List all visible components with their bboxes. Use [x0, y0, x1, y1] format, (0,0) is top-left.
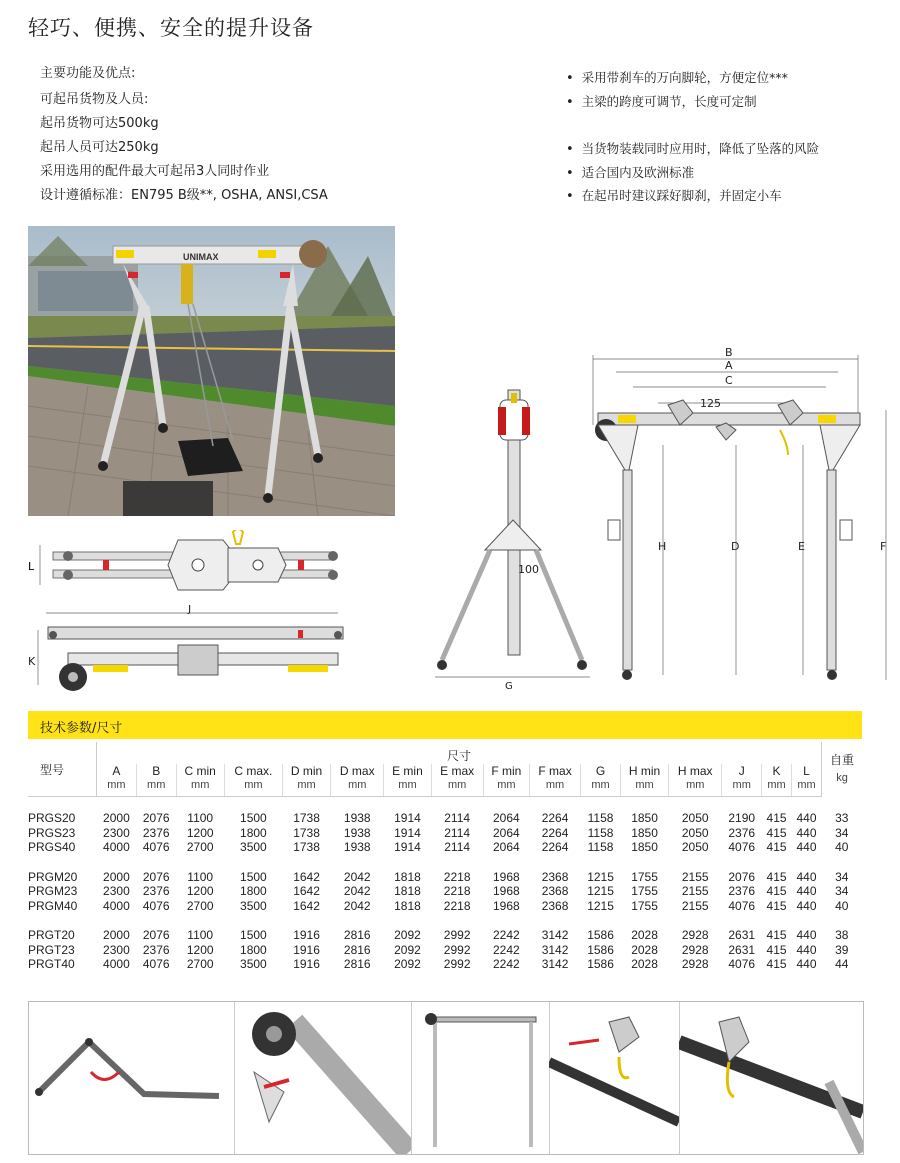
- value-cell: 1914: [394, 811, 421, 826]
- column-name: H min: [628, 764, 661, 778]
- value-cell: 4076: [142, 957, 170, 972]
- feature-line: 可起吊货物及人员:: [40, 92, 149, 107]
- value-cell: 1158: [587, 825, 614, 840]
- column-header: [224, 764, 282, 797]
- value-cell: 2218: [443, 869, 471, 884]
- value-cell: 1215: [587, 898, 614, 913]
- feature-bullet: • 主梁的跨度可调节，长度可定制: [566, 92, 757, 110]
- column-name: A: [112, 764, 121, 778]
- table-row: [28, 943, 862, 958]
- value-cell: 1642: [293, 869, 320, 884]
- step-trolley-mounted-diagram: [679, 1002, 863, 1154]
- value-cell: 1200: [186, 942, 214, 957]
- value-cell: 2042: [343, 884, 371, 899]
- value-cell: 1938: [343, 811, 371, 826]
- value-cell: 1586: [587, 928, 614, 943]
- value-cell: 2028: [631, 928, 658, 943]
- column-header: [431, 764, 483, 797]
- model-header: 型号: [28, 742, 97, 797]
- value-cell: 1818: [394, 869, 421, 884]
- step-trolley-insert-diagram: [549, 1002, 679, 1154]
- value-cell: 4076: [142, 840, 170, 855]
- column-name: H max: [677, 764, 713, 778]
- value-cell: 440: [796, 811, 817, 826]
- value-cell: 1586: [587, 942, 614, 957]
- value-cell: 2028: [631, 957, 658, 972]
- value-cell: 1642: [293, 898, 320, 913]
- value-cell: 34: [835, 884, 849, 899]
- value-cell: 2700: [186, 898, 214, 913]
- column-header: [791, 764, 821, 797]
- dim-label-D: D: [731, 540, 740, 553]
- column-unit: mm: [348, 779, 367, 791]
- value-cell: 440: [796, 884, 817, 899]
- column-header: [669, 764, 722, 797]
- column-name: D max: [339, 764, 375, 778]
- value-cell: 1916: [293, 957, 320, 972]
- model-cell: PRGS20: [28, 811, 76, 826]
- value-cell: 1158: [587, 840, 614, 855]
- value-cell: 3500: [240, 898, 267, 913]
- column-header: [620, 764, 668, 797]
- spec-section-band: [28, 711, 862, 739]
- value-cell: 2242: [493, 957, 520, 972]
- feature-bullet: • 适合国内及欧洲标准: [566, 163, 694, 181]
- value-cell: 1968: [493, 898, 520, 913]
- value-cell: 2631: [728, 928, 756, 943]
- dim-label-E: E: [798, 540, 805, 553]
- value-cell: 3142: [541, 928, 569, 943]
- value-cell: 2042: [343, 898, 371, 913]
- dim-label-K: K: [28, 655, 36, 668]
- column-header: [97, 764, 137, 797]
- value-cell: 440: [796, 928, 817, 943]
- model-cell: PRGM40: [28, 898, 78, 913]
- value-cell: 1968: [493, 884, 520, 899]
- model-cell: PRGM23: [28, 884, 78, 899]
- value-cell: 415: [766, 825, 787, 840]
- value-cell: 2114: [444, 840, 471, 855]
- column-name: F min: [491, 764, 522, 778]
- value-cell: 2631: [728, 942, 756, 957]
- step-panel: [411, 1002, 550, 1154]
- value-cell: 4000: [103, 957, 130, 972]
- value-cell: 2368: [541, 884, 569, 899]
- value-cell: 440: [796, 869, 817, 884]
- value-cell: 1500: [240, 869, 267, 884]
- value-cell: 1850: [631, 840, 658, 855]
- value-cell: 1755: [631, 869, 658, 884]
- column-name: E min: [392, 764, 423, 778]
- value-cell: 2376: [728, 884, 756, 899]
- column-header: [282, 764, 330, 797]
- value-cell: 2928: [681, 928, 709, 943]
- value-cell: 1200: [186, 884, 214, 899]
- value-cell: 415: [766, 869, 787, 884]
- feature-line: 起吊人员可达250kg: [40, 140, 159, 155]
- value-cell: 2992: [443, 928, 471, 943]
- value-cell: 1215: [587, 869, 614, 884]
- value-cell: 1800: [240, 825, 267, 840]
- value-cell: 2928: [681, 942, 709, 957]
- value-cell: 2076: [728, 869, 756, 884]
- column-name: F max: [538, 764, 572, 778]
- value-cell: 2264: [541, 840, 569, 855]
- column-unit: mm: [635, 779, 654, 791]
- value-cell: 2992: [443, 957, 471, 972]
- value-cell: 415: [766, 898, 787, 913]
- column-unit: mm: [797, 779, 816, 791]
- value-cell: 415: [766, 811, 787, 826]
- value-cell: 440: [796, 840, 817, 855]
- value-cell: 2816: [343, 957, 371, 972]
- value-cell: 2064: [493, 825, 520, 840]
- folded-top-view-diagram: [28, 530, 358, 600]
- column-name: G: [595, 764, 606, 778]
- table-row: [28, 811, 862, 826]
- feature-line: 采用选用的配件最大可起吊3人同时作业: [40, 164, 270, 179]
- step-panel: [549, 1002, 680, 1154]
- value-cell: 1914: [394, 825, 421, 840]
- value-cell: 2218: [443, 898, 471, 913]
- value-cell: 415: [766, 840, 787, 855]
- model-cell: PRGT23: [28, 942, 75, 957]
- column-unit: mm: [398, 779, 417, 791]
- table-row: [28, 870, 862, 885]
- value-cell: 2300: [103, 825, 130, 840]
- value-cell: 2042: [343, 869, 371, 884]
- value-cell: 2816: [343, 928, 371, 943]
- value-cell: 33: [835, 811, 849, 826]
- value-cell: 2816: [343, 942, 371, 957]
- dim-label-H: H: [658, 540, 667, 553]
- value-cell: 2376: [142, 825, 170, 840]
- value-cell: 415: [766, 957, 787, 972]
- table-row: [28, 826, 862, 841]
- step-panel: [234, 1002, 412, 1154]
- value-cell: 1738: [293, 840, 320, 855]
- model-cell: PRGT20: [28, 928, 75, 943]
- value-cell: 2064: [493, 811, 520, 826]
- value-cell: 2368: [541, 869, 569, 884]
- value-cell: 38: [835, 928, 849, 943]
- value-cell: 1755: [631, 884, 658, 899]
- step-unfold-legs-diagram: [29, 1002, 234, 1154]
- feature-line: 起吊货物可达500kg: [40, 116, 159, 131]
- value-cell: 1850: [631, 811, 658, 826]
- value-cell: 415: [766, 928, 787, 943]
- value-cell: 2076: [142, 869, 170, 884]
- column-header: [581, 764, 621, 797]
- value-cell: 440: [796, 957, 817, 972]
- table-row: [28, 957, 862, 972]
- column-header: [483, 764, 529, 797]
- value-cell: 1818: [394, 884, 421, 899]
- weight-header: [822, 742, 863, 797]
- value-cell: 3500: [240, 957, 267, 972]
- value-cell: 1800: [240, 884, 267, 899]
- model-cell: PRGS23: [28, 825, 76, 840]
- value-cell: 1200: [186, 825, 214, 840]
- value-cell: 440: [796, 825, 817, 840]
- value-cell: 2928: [681, 957, 709, 972]
- column-name: L: [803, 764, 810, 778]
- value-cell: 2092: [394, 957, 421, 972]
- value-cell: 4076: [142, 898, 170, 913]
- value-cell: 2700: [186, 957, 214, 972]
- dim-label-125: 125: [700, 397, 721, 410]
- value-cell: 39: [835, 942, 849, 957]
- feature-bullet: • 当货物装载同时应用时，降低了坠落的风险: [566, 139, 819, 157]
- value-cell: 4000: [103, 898, 130, 913]
- value-cell: 1938: [343, 840, 371, 855]
- value-cell: 4076: [728, 957, 756, 972]
- value-cell: 44: [835, 957, 849, 972]
- value-cell: 2114: [444, 811, 471, 826]
- dim-label-100: 100: [518, 563, 539, 576]
- column-unit: mm: [191, 779, 210, 791]
- column-name: B: [152, 764, 161, 778]
- table-row: [28, 840, 862, 855]
- column-header: [331, 764, 384, 797]
- value-cell: 1100: [187, 928, 214, 943]
- value-cell: 2000: [103, 811, 130, 826]
- value-cell: 1100: [187, 869, 214, 884]
- column-header: [176, 764, 224, 797]
- column-unit: mm: [732, 779, 751, 791]
- value-cell: 2050: [681, 840, 709, 855]
- value-cell: 1215: [587, 884, 614, 899]
- value-cell: 4000: [103, 840, 130, 855]
- value-cell: 3142: [541, 942, 569, 957]
- value-cell: 2050: [681, 811, 709, 826]
- features-heading: 主要功能及优点:: [40, 66, 136, 81]
- value-cell: 3142: [541, 957, 569, 972]
- weight-header-label: 自重: [829, 753, 854, 768]
- column-unit: mm: [686, 779, 705, 791]
- dim-label-A: A: [725, 359, 733, 372]
- value-cell: 2155: [681, 869, 709, 884]
- dim-label-C: C: [725, 374, 733, 387]
- value-cell: 34: [835, 869, 849, 884]
- value-cell: 1916: [293, 928, 320, 943]
- value-cell: 2028: [631, 942, 658, 957]
- value-cell: 1500: [240, 811, 267, 826]
- step-panel: [679, 1002, 863, 1154]
- value-cell: 2155: [681, 898, 709, 913]
- value-cell: 2242: [493, 942, 520, 957]
- value-cell: 3500: [240, 840, 267, 855]
- model-cell: PRGM20: [28, 869, 78, 884]
- column-name: E max: [440, 764, 475, 778]
- column-name: C min: [184, 764, 216, 778]
- value-cell: 4076: [728, 898, 756, 913]
- spec-section-title: 技术参数/尺寸: [40, 721, 123, 736]
- value-cell: 2368: [541, 898, 569, 913]
- value-cell: 1738: [293, 825, 320, 840]
- feature-bullet: • 在起吊时建议踩好脚刹，并固定小车: [566, 186, 782, 204]
- value-cell: 1738: [293, 811, 320, 826]
- value-cell: 1586: [587, 957, 614, 972]
- value-cell: 2114: [444, 825, 471, 840]
- column-unit: mm: [497, 779, 516, 791]
- feature-line: 设计遵循标准：EN795 B级**, OSHA, ANSI,CSA: [40, 188, 328, 203]
- photo-illustration: [28, 226, 395, 516]
- value-cell: 2376: [728, 825, 756, 840]
- column-header: [762, 764, 792, 797]
- column-header: [136, 764, 176, 797]
- value-cell: 1916: [293, 942, 320, 957]
- step-wheel-lock-diagram: [234, 1002, 411, 1154]
- value-cell: 1938: [343, 825, 371, 840]
- value-cell: 1968: [493, 869, 520, 884]
- value-cell: 1818: [394, 898, 421, 913]
- product-photo: [28, 226, 395, 516]
- table-row: [28, 884, 862, 899]
- value-cell: 440: [796, 942, 817, 957]
- column-unit: mm: [591, 779, 610, 791]
- value-cell: 2064: [493, 840, 520, 855]
- dim-label-F: F: [880, 540, 887, 553]
- value-cell: 1850: [631, 825, 658, 840]
- column-header: [384, 764, 431, 797]
- table-row: [28, 928, 862, 943]
- step-panel: [29, 1002, 235, 1154]
- value-cell: 4076: [728, 840, 756, 855]
- dim-label-J: J: [188, 605, 192, 615]
- column-name: J: [738, 764, 745, 778]
- step-assembled-gantry-diagram: [411, 1002, 549, 1154]
- value-cell: 2000: [103, 928, 130, 943]
- model-cell: PRGS40: [28, 840, 76, 855]
- value-cell: 1914: [394, 840, 421, 855]
- dims-header: 尺寸: [446, 749, 471, 763]
- dim-label-B: B: [725, 346, 733, 359]
- value-cell: 1158: [587, 811, 614, 826]
- value-cell: 34: [835, 825, 849, 840]
- dim-label-L: L: [28, 560, 35, 573]
- value-cell: 2264: [541, 825, 569, 840]
- value-cell: 1642: [293, 884, 320, 899]
- front-elevation-diagram: [430, 385, 595, 690]
- value-cell: 2000: [103, 869, 130, 884]
- value-cell: 40: [835, 840, 849, 855]
- column-unit: mm: [447, 779, 467, 791]
- value-cell: 1500: [240, 928, 267, 943]
- value-cell: 2092: [394, 928, 421, 943]
- value-cell: 2242: [493, 928, 520, 943]
- value-cell: 2076: [142, 928, 170, 943]
- column-unit: mm: [297, 779, 316, 791]
- value-cell: 1755: [631, 898, 658, 913]
- feature-bullet: • 采用带刹车的万向脚轮，方便定位***: [566, 68, 788, 86]
- dim-label-G: G: [505, 681, 513, 690]
- usage-steps-strip: [28, 1001, 864, 1155]
- value-cell: 2700: [186, 840, 214, 855]
- table-row: [28, 899, 862, 914]
- value-cell: 1800: [240, 942, 267, 957]
- value-cell: 2264: [541, 811, 569, 826]
- value-cell: 2076: [142, 811, 170, 826]
- value-cell: 2190: [728, 811, 756, 826]
- spec-table: [28, 742, 862, 972]
- value-cell: 2992: [443, 942, 471, 957]
- value-cell: 2155: [681, 884, 709, 899]
- value-cell: 2300: [103, 942, 130, 957]
- page-title: 轻巧、便携、安全的提升设备: [28, 16, 314, 40]
- value-cell: 2300: [103, 884, 130, 899]
- column-unit: mm: [244, 779, 263, 791]
- value-cell: 2050: [681, 825, 709, 840]
- column-name: C max.: [234, 764, 273, 778]
- value-cell: 2376: [142, 942, 170, 957]
- column-unit: mm: [107, 779, 126, 791]
- photo-logo: UNIMAX: [183, 252, 219, 262]
- column-name: K: [772, 764, 781, 778]
- column-unit: mm: [147, 779, 166, 791]
- value-cell: 440: [796, 898, 817, 913]
- side-elevation-diagram: [588, 345, 893, 690]
- model-cell: PRGT40: [28, 957, 75, 972]
- value-cell: 2376: [142, 884, 170, 899]
- column-unit: mm: [545, 779, 565, 791]
- folded-side-view-diagram: [28, 605, 358, 695]
- value-cell: 2218: [443, 884, 471, 899]
- value-cell: 415: [766, 942, 787, 957]
- column-name: D min: [290, 764, 323, 778]
- weight-header-unit: kg: [836, 772, 848, 785]
- value-cell: 1100: [187, 811, 214, 826]
- column-header: [529, 764, 580, 797]
- value-cell: 2092: [394, 942, 421, 957]
- column-header: [722, 764, 762, 797]
- column-unit: mm: [767, 779, 786, 791]
- value-cell: 415: [766, 884, 787, 899]
- value-cell: 40: [835, 898, 849, 913]
